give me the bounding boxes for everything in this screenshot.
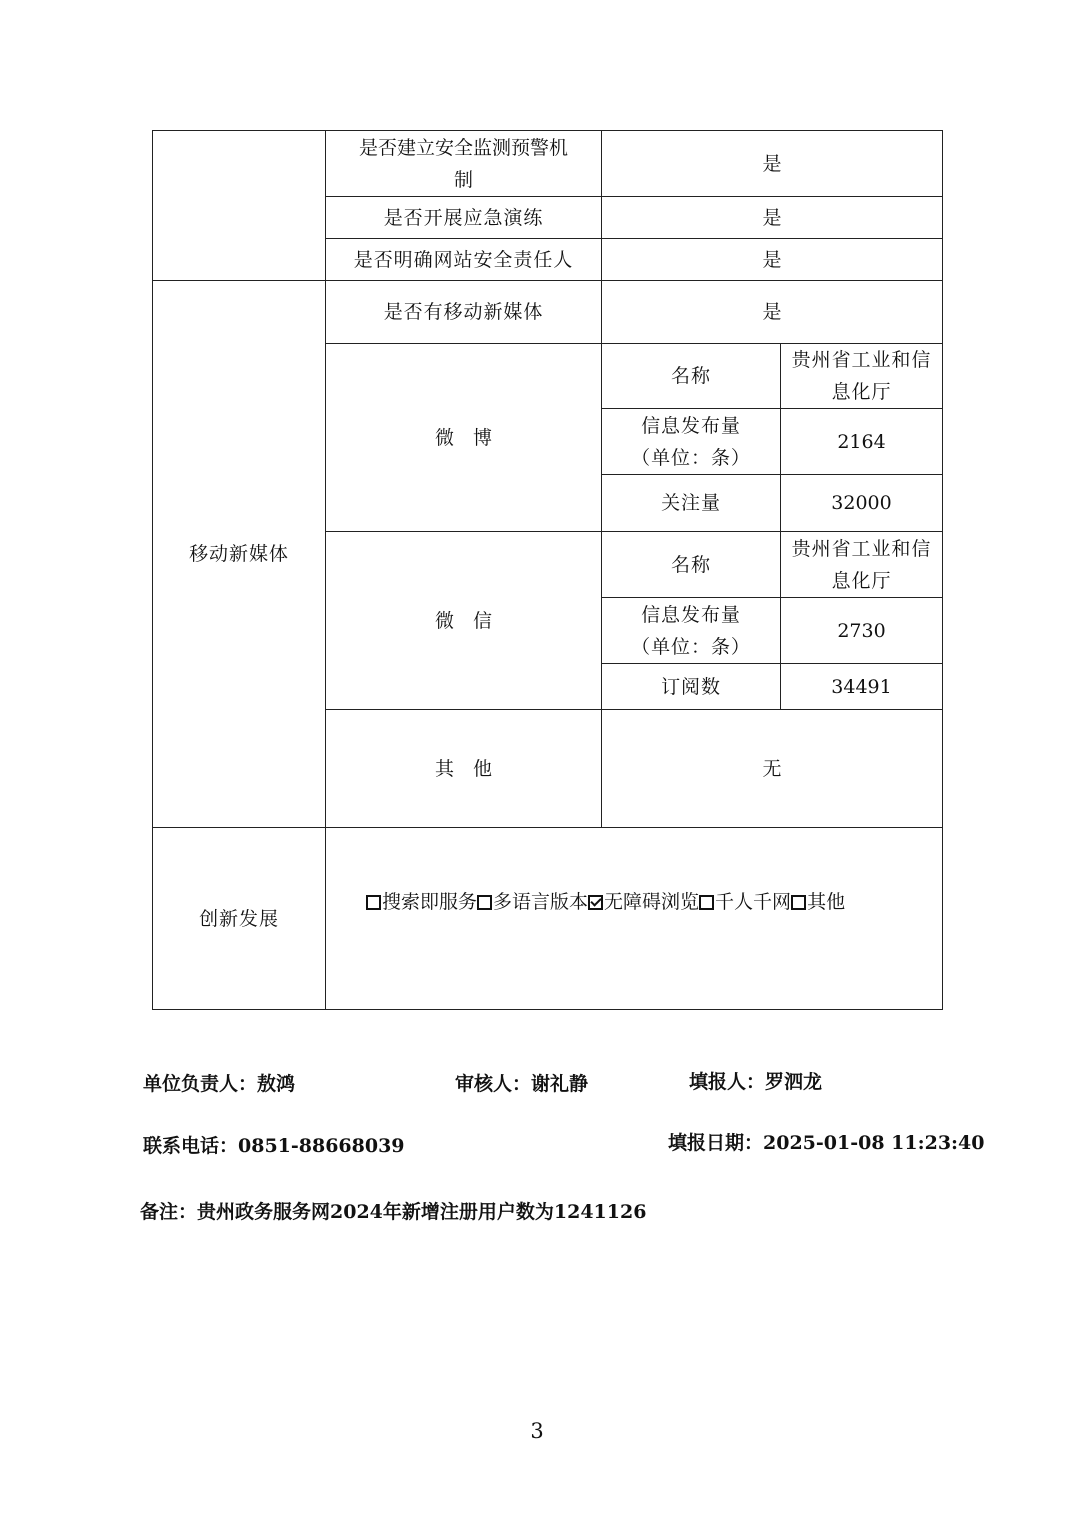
option-personalized-web[interactable] xyxy=(699,891,791,913)
monitoring-value: 是 xyxy=(602,131,943,197)
option-label: 千人千网 xyxy=(715,891,792,913)
checkbox-icon[interactable] xyxy=(477,895,492,910)
report-table xyxy=(152,130,943,1010)
checkbox-icon[interactable] xyxy=(699,895,714,910)
weibo-name-value: 贵州省工业和信息化厅 xyxy=(781,344,943,409)
responsible-label: 是否明确网站安全责任人 xyxy=(326,239,602,281)
reviewer: 审核人：谢礼静 xyxy=(455,1073,589,1095)
innovation-label: 创新发展 xyxy=(153,828,326,1010)
checked-checkbox-icon[interactable] xyxy=(588,895,603,910)
option-label: 其他 xyxy=(807,891,846,913)
monitoring-label: 是否建立安全监测预警机制 xyxy=(326,131,602,197)
mobile-has-label: 是否有移动新媒体 xyxy=(326,281,602,344)
wechat-posts-label: 信息发布量（单位：条） xyxy=(602,598,781,664)
weibo-posts-label: 信息发布量（单位：条） xyxy=(602,409,781,475)
other-label: 其 他 xyxy=(326,710,602,828)
wechat-posts-value: 2730 xyxy=(781,598,943,664)
wechat-name-value: 贵州省工业和信息化厅 xyxy=(781,532,943,598)
option-other[interactable] xyxy=(791,891,845,913)
responsible-value: 是 xyxy=(602,239,943,281)
contact-phone: 联系电话：0851-88668039 xyxy=(143,1135,405,1157)
mobile-has-value: 是 xyxy=(602,281,943,344)
innovation-options xyxy=(326,828,943,1010)
remark-note: 备注：贵州政务服务网2024年新增注册用户数为1241126 xyxy=(140,1201,647,1223)
page-number: 3 xyxy=(530,1419,544,1443)
security-section-cell xyxy=(153,131,326,281)
option-multilingual[interactable] xyxy=(477,891,588,913)
wechat-subscribers-label: 订阅数 xyxy=(602,664,781,710)
report-date: 填报日期：2025-01-08 11:23:40 xyxy=(668,1132,985,1154)
checkbox-icon[interactable] xyxy=(366,895,381,910)
option-label: 搜索即服务 xyxy=(382,891,478,913)
weibo-followers-label: 关注量 xyxy=(602,475,781,532)
mobile-section-label: 移动新媒体 xyxy=(153,281,326,828)
wechat-label: 微 信 xyxy=(326,532,602,710)
option-label: 多语言版本 xyxy=(493,891,589,913)
option-accessible-browsing[interactable] xyxy=(588,891,699,913)
option-label: 无障碍浏览 xyxy=(604,891,700,913)
checkbox-icon[interactable] xyxy=(791,895,806,910)
weibo-followers-value: 32000 xyxy=(781,475,943,532)
wechat-subscribers-value: 34491 xyxy=(781,664,943,710)
drill-label: 是否开展应急演练 xyxy=(326,197,602,239)
other-value: 无 xyxy=(602,710,943,828)
weibo-posts-value: 2164 xyxy=(781,409,943,475)
filler: 填报人：罗泗龙 xyxy=(689,1071,823,1093)
wechat-name-label: 名称 xyxy=(602,532,781,598)
unit-head: 单位负责人：敖鸿 xyxy=(143,1073,296,1095)
weibo-name-label: 名称 xyxy=(602,344,781,409)
drill-value: 是 xyxy=(602,197,943,239)
weibo-label: 微 博 xyxy=(326,344,602,532)
option-search-as-service[interactable] xyxy=(366,891,477,913)
